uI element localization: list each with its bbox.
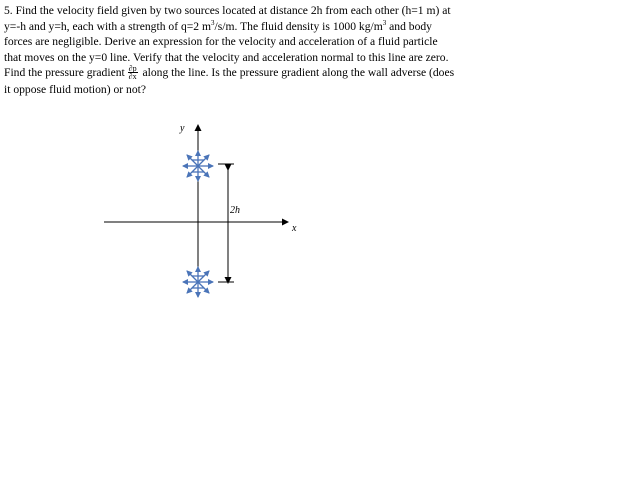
cubic-exponent: 3 [382, 18, 387, 27]
source-icon [183, 151, 213, 181]
problem-line-2-part-b: /s/m. The fluid density is 1000 kg/m [214, 19, 383, 33]
x-axis-label: x [292, 223, 297, 234]
source-icon [183, 267, 213, 297]
problem-line-4: that moves on the y=0 line. Verify that the velocity and acceleration normal to this line are zero. [4, 50, 449, 64]
problem-line-2-part-a: y=-h and y=h, each with a strength of q=2 m [4, 19, 212, 33]
problem-line-3: forces are negligible. Derive an expression for the velocity and acceleration of a fluid particle [4, 35, 438, 49]
problem-line-2-part-c: and body [386, 19, 432, 33]
dimension-label: 2h [230, 205, 240, 216]
problem-line-6: it oppose fluid motion) or not? [4, 82, 147, 96]
cubic-exponent: 3 [211, 18, 215, 27]
problem-line-1: 5. Find the velocity field given by two sources located at distance 2h from each other (h=1 m) at [4, 4, 451, 17]
problem-line-5-part-a: Find the pressure gradient [4, 66, 128, 80]
fraction-denominator: ∂x [128, 72, 137, 82]
y-axis-label: y [180, 123, 185, 134]
fraction-numerator: ∂p [128, 63, 137, 73]
problem-line-5-part-b: along the line. Is the pressure gradient along the wall adverse (does [139, 66, 455, 80]
